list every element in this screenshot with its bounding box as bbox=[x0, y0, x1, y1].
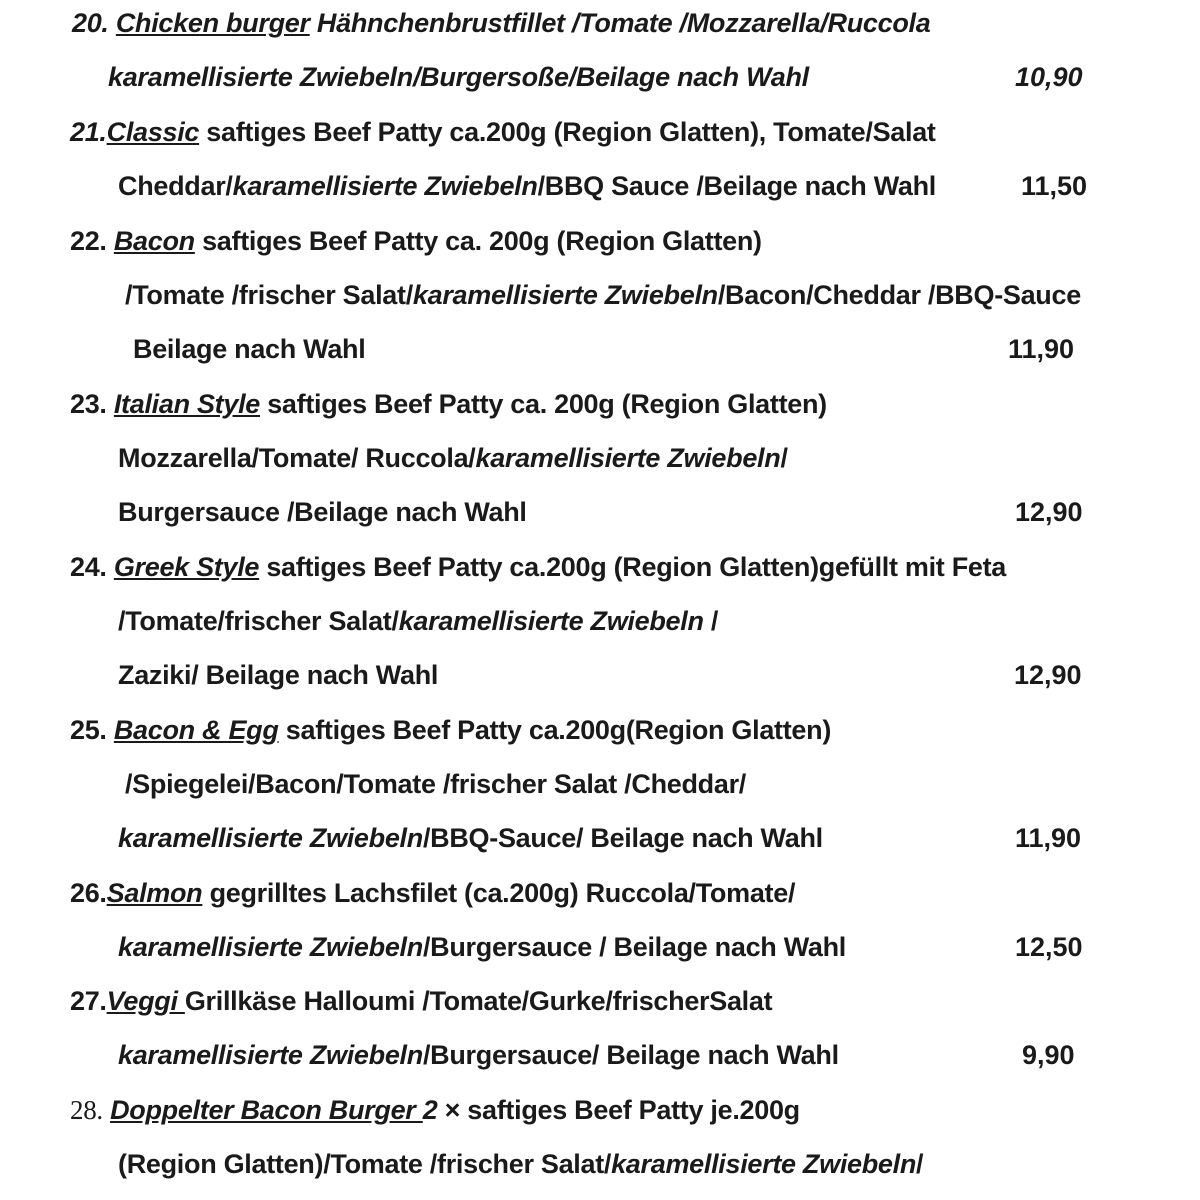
menu-item-description-line bbox=[118, 655, 438, 695]
menu-item-description-line bbox=[118, 1144, 923, 1184]
menu-item-description-text: /Burgersauce / Beilage nach Wahl bbox=[422, 932, 846, 962]
menu-item-description-text: saftiges Beef Patty ca. 200g (Region Glatten) bbox=[260, 389, 827, 419]
menu-item-description-text: /Bacon/Cheddar /BBQ-Sauce bbox=[717, 280, 1081, 310]
menu-item-description-text: saftiges Beef Patty ca. 200g (Region Glatten) bbox=[194, 226, 762, 256]
menu-item-header-line bbox=[70, 547, 1006, 587]
menu-item-description-text: karamellisierte Zwiebeln bbox=[475, 443, 781, 473]
menu-item-description-line bbox=[133, 329, 365, 369]
menu-item-description-text: /BBQ Sauce /Beilage nach Wahl bbox=[537, 171, 936, 201]
menu-item-number: 21. bbox=[70, 117, 107, 147]
menu-item-description-line bbox=[118, 438, 788, 478]
menu-item-number: 26. bbox=[70, 878, 107, 908]
menu-item-description-line bbox=[125, 764, 746, 804]
menu-item-description-text: karamellisierte Zwiebeln bbox=[412, 280, 718, 310]
menu-item-number: 20. bbox=[72, 8, 109, 38]
menu-item-name: Greek Style bbox=[113, 552, 260, 582]
menu-item-number: 25. bbox=[70, 715, 107, 745]
menu-item-price: 12,90 bbox=[1014, 660, 1082, 690]
menu-item-name: Doppelter Bacon Burger bbox=[110, 1095, 423, 1125]
menu-item-price: 10,90 bbox=[1015, 62, 1083, 92]
menu-item-description-text: Hähnchenbrustfillet /Tomate /Mozzarella/Ruccola bbox=[309, 8, 931, 38]
menu-item-description-line bbox=[118, 492, 527, 532]
menu-item-header-line bbox=[70, 710, 831, 750]
menu-item-description-text: Mozzarella/Tomate/ Ruccola/ bbox=[118, 443, 476, 473]
menu-item-description-text: karamellisierte Zwiebeln bbox=[232, 171, 538, 201]
menu-item-description-text: Zaziki/ Beilage nach Wahl bbox=[118, 660, 439, 690]
menu-item-number: 28. bbox=[70, 1095, 103, 1125]
menu-item-description-line bbox=[118, 1035, 839, 1075]
menu-item-name: Salmon bbox=[106, 878, 203, 908]
menu-item-description-text: saftiges Beef Patty ca.200g(Region Glatten) bbox=[278, 715, 832, 745]
menu-item-name: Chicken burger bbox=[115, 8, 310, 38]
menu-item-description-text: Cheddar/ bbox=[118, 171, 233, 201]
menu-item-number: 24. bbox=[70, 552, 107, 582]
menu-item-price: 12,90 bbox=[1015, 497, 1083, 527]
menu-item-header-line bbox=[72, 3, 930, 43]
menu-item-description-line bbox=[118, 927, 846, 967]
menu-item-price: 11,90 bbox=[1008, 334, 1075, 364]
menu-item-description-text: (Region Glatten)/Tomate /frischer Salat/ bbox=[118, 1149, 612, 1179]
menu-item-price: 11,50 bbox=[1021, 171, 1088, 201]
menu-item-description-line bbox=[108, 57, 809, 97]
menu-item-number: 27. bbox=[70, 986, 107, 1016]
menu-item-description-text: karamellisierte Zwiebeln bbox=[118, 932, 423, 962]
menu-item-header-line bbox=[70, 873, 795, 913]
menu-item-name: Bacon & Egg bbox=[113, 715, 279, 745]
menu-item-name: Italian Style bbox=[113, 389, 260, 419]
menu-item-description-text: karamellisierte Zwiebeln bbox=[398, 606, 704, 636]
menu-item-name: Veggi bbox=[106, 986, 185, 1016]
menu-item-description-text: / bbox=[703, 606, 719, 636]
menu-item-header-line bbox=[70, 221, 762, 261]
menu-item-header-line bbox=[70, 384, 827, 424]
menu-item-number: 23. bbox=[70, 389, 107, 419]
menu-item-description-text: /Tomate/frischer Salat/ bbox=[118, 606, 399, 636]
menu-item-description-line bbox=[118, 818, 823, 858]
menu-item-description-text: Beilage nach Wahl bbox=[133, 334, 366, 364]
menu-item-description-text: saftiges Beef Patty ca.200g (Region Glatten), Tomate/Salat bbox=[199, 117, 936, 147]
menu-item-price: 12,50 bbox=[1015, 932, 1083, 962]
menu-item-description-text: /Spiegelei/Bacon/Tomate /frischer Salat /Cheddar/ bbox=[125, 769, 746, 799]
menu-item-description-text: gegrilltes Lachsfilet (ca.200g) Ruccola/Tomate/ bbox=[202, 878, 796, 908]
menu-item-description-text: 2 bbox=[422, 1095, 438, 1125]
menu-item-description-text: Burgersauce /Beilage nach Wahl bbox=[118, 497, 527, 527]
menu-item-header-line bbox=[70, 981, 772, 1021]
menu-item-description-text: karamellisierte Zwiebeln/Burgersoße/Beilage nach Wahl bbox=[108, 62, 809, 92]
menu-item-price: 11,90 bbox=[1015, 823, 1082, 853]
menu-item-description-text: /Tomate /frischer Salat/ bbox=[125, 280, 413, 310]
menu-item-header-line bbox=[70, 112, 936, 152]
menu-item-name: Classic bbox=[106, 117, 200, 147]
menu-item-header-line bbox=[70, 1090, 800, 1130]
menu-item-description-text: /BBQ-Sauce/ Beilage nach Wahl bbox=[422, 823, 823, 853]
menu-item-description-line bbox=[118, 166, 936, 206]
menu-item-number: 22. bbox=[70, 226, 107, 256]
menu-item-description-text: karamellisierte Zwiebeln bbox=[118, 1040, 423, 1070]
menu-item-name: Bacon bbox=[113, 226, 195, 256]
menu-item-description-text: / bbox=[780, 443, 788, 473]
menu-item-description-text: / bbox=[916, 1149, 924, 1179]
menu-item-description-text: Grillkäse Halloumi /Tomate/Gurke/frischerSalat bbox=[184, 986, 773, 1016]
menu-item-description-text: karamellisierte Zwiebeln bbox=[118, 823, 423, 853]
menu-item-description-line bbox=[125, 275, 1081, 315]
menu-item-description-line bbox=[118, 601, 718, 641]
menu-item-description-text: saftiges Beef Patty ca.200g (Region Glatten)gefüllt mit Feta bbox=[259, 552, 1007, 582]
menu-item-description-text: /Burgersauce/ Beilage nach Wahl bbox=[422, 1040, 839, 1070]
menu-item-description-text: karamellisierte Zwiebeln bbox=[611, 1149, 917, 1179]
menu-item-price: 9,90 bbox=[1022, 1040, 1075, 1070]
menu-item-description-text: × saftiges Beef Patty je.200g bbox=[437, 1095, 800, 1125]
